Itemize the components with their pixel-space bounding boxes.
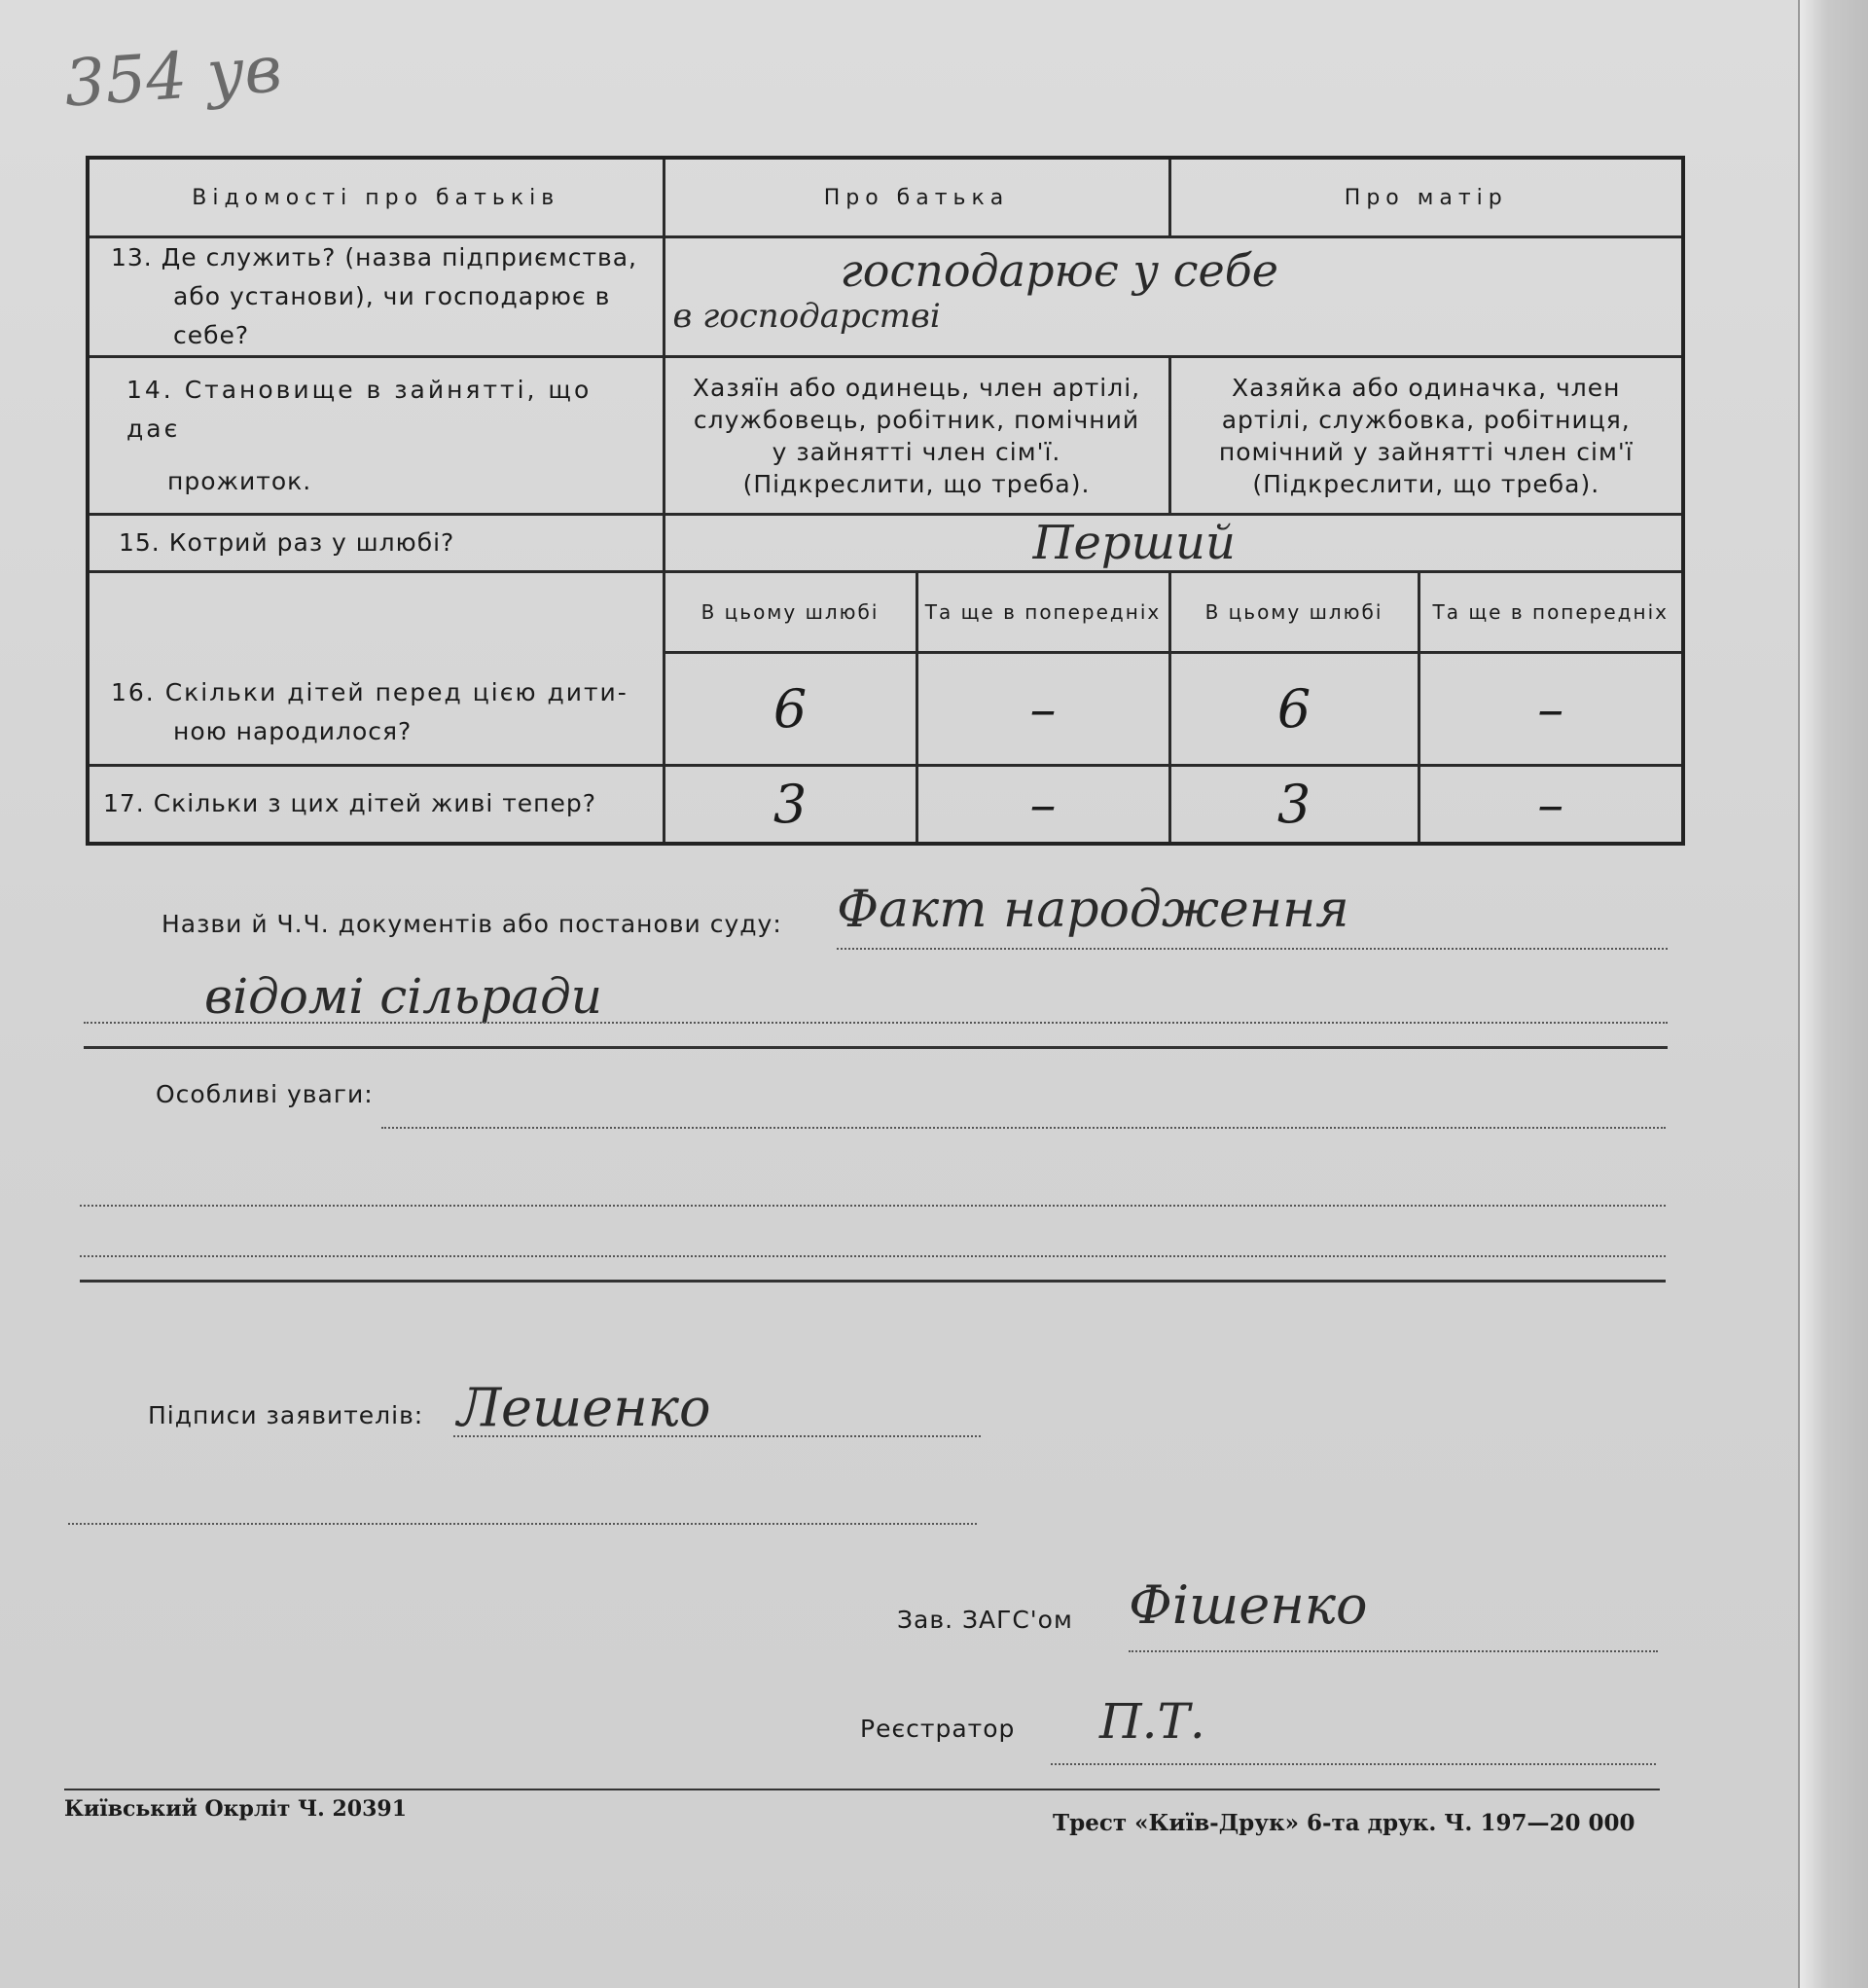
q15-question: 15. Котрий раз у шлюбі?	[88, 515, 664, 572]
parents-info-table	[86, 156, 1685, 846]
table-header-row	[88, 158, 1683, 237]
subheader-father-previous: Та ще в попередніх	[916, 572, 1169, 653]
remarks-label: Особливі уваги:	[156, 1080, 374, 1108]
subheader-mother-this-marriage: В цьому шлюбі	[1169, 572, 1419, 653]
header-mother: Про матір	[1169, 158, 1683, 237]
footer-divider	[64, 1789, 1660, 1790]
subheader-mother-previous: Та ще в попередніх	[1419, 572, 1683, 653]
row-subheaders	[88, 572, 1683, 653]
section-divider-2	[80, 1280, 1666, 1283]
documents-line-2	[84, 1022, 1668, 1024]
applicants-signature-line-1	[453, 1435, 981, 1437]
applicants-signature: Лешенко	[457, 1377, 711, 1438]
applicants-signature-line-2	[68, 1523, 977, 1525]
q13-answer	[664, 237, 1683, 357]
q16-father-prev: –	[916, 653, 1169, 766]
q16-question: 16. Скільки дітей перед цією дити- ною народилося?	[88, 572, 664, 766]
header-father: Про батька	[664, 158, 1169, 237]
q17-mother-prev: –	[1419, 766, 1683, 844]
footer-left-imprint: Київський Окрліт Ч. 20391	[64, 1796, 408, 1822]
remarks-line-2	[80, 1205, 1666, 1207]
applicants-signatures-label: Підписи заявителів:	[148, 1401, 424, 1429]
q17-father-prev: –	[916, 766, 1169, 844]
documents-handwritten-1: Факт народження	[837, 881, 1349, 939]
head-signature-line	[1129, 1650, 1658, 1652]
q15-answer: Перший	[664, 515, 1683, 572]
q17-father-this: 3	[664, 766, 916, 844]
torn-page-edge	[1798, 0, 1868, 1988]
footer-right-imprint: Трест «Київ-Друк» 6-та друк. Ч. 197—20 000	[1053, 1810, 1635, 1836]
q17-mother-this: 3	[1169, 766, 1419, 844]
head-signature: Фішенко	[1129, 1574, 1368, 1636]
remarks-line-1	[381, 1127, 1666, 1129]
registrar-signature: П.Т.	[1099, 1693, 1205, 1750]
subheader-father-this-marriage: В цьому шлюбі	[664, 572, 916, 653]
documents-line-1	[837, 948, 1668, 950]
registrar-label: Реєстратор	[860, 1715, 1016, 1743]
remarks-line-3	[80, 1255, 1666, 1257]
q17-question: 17. Скільки з цих дітей живі тепер?	[88, 766, 664, 844]
row-q15	[88, 515, 1683, 572]
q13-answer-handwritten-2: в господарстві	[672, 297, 941, 336]
q14-mother-options: Хазяйка або одиначка, член артілі, службовка, робітниця, помічний у зайнятті член сім'ї (Підкреслити, що треба).	[1169, 357, 1683, 515]
q16-mother-prev: –	[1419, 653, 1683, 766]
q13-answer-handwritten: господарює у себе	[840, 244, 1279, 297]
q16-father-this: 6	[664, 653, 916, 766]
documents-label: Назви й Ч.Ч. документів або постанови суду:	[162, 910, 782, 938]
q16-mother-this: 6	[1169, 653, 1419, 766]
q13-question: 13. Де служить? (назва підприємства, або установи), чи господарює в себе?	[88, 237, 664, 357]
row-q13	[88, 237, 1683, 357]
q14-question: 14. Становище в зайнятті, що дає прожиток.	[88, 357, 664, 515]
registrar-signature-line	[1051, 1763, 1656, 1765]
row-q17	[88, 766, 1683, 844]
archive-mark: 354 ув	[61, 31, 285, 122]
row-q14	[88, 357, 1683, 515]
header-parents-info: Відомості про батьків	[88, 158, 664, 237]
head-label: Зав. ЗАГС'ом	[897, 1606, 1073, 1634]
q14-father-options: Хазяїн або одинець, член артілі, службовець, робітник, помічний у зайнятті член сім'ї. (Підкреслити, що треба).	[664, 357, 1169, 515]
section-divider-1	[84, 1046, 1668, 1049]
documents-handwritten-2: відомі сільради	[204, 968, 602, 1025]
